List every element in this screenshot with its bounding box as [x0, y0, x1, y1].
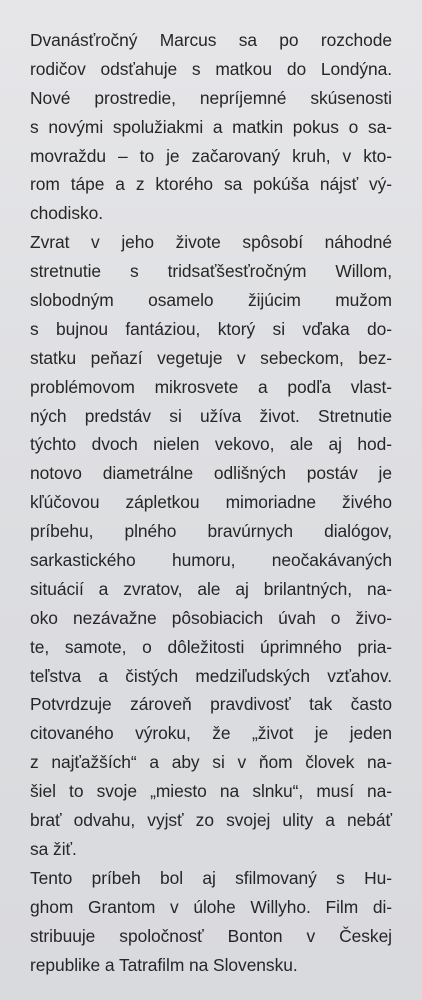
text-line: stretnutie s tridsaťšesťročným Willom,: [30, 261, 392, 282]
text-line: slobodným osamelo žijúcim mužom: [30, 290, 392, 311]
text-line: s novými spolužiakmi a matkin pokus o sa-: [30, 116, 392, 137]
text-line: rom tápe a z ktorého sa pokúša nájsť vý-: [30, 174, 392, 195]
text-line: statku peňazí vegetuje v sebeckom, bez-: [30, 347, 392, 368]
text-line: citovaného výroku, že „život je jeden: [30, 723, 392, 744]
text-line: kľúčovou zápletkou mimoriadne živého: [30, 492, 392, 513]
text-line: Zvrat v jeho živote spôsobí náhodné: [30, 232, 392, 253]
text-line: situácií a zvratov, ale aj brilantných, na-: [30, 578, 392, 599]
text-line: teľstva a čistých medziľudských vzťahov.: [30, 665, 392, 686]
paragraph-plot: [30, 228, 392, 864]
text-line: movraždu – to je začarovaný kruh, v kto-: [30, 145, 392, 166]
text-line: Potvrdzuje zároveň pravdivosť tak často: [30, 694, 392, 715]
text-line: brať odvahu, vyjsť zo svojej ulity a nebáť: [30, 810, 392, 831]
text-line: príbehu, plného bravúrnych dialógov,: [30, 521, 392, 542]
text-line: te, samote, o dôležitosti úprimného pria-: [30, 636, 392, 657]
text-line: notovo diametrálne odlišných postáv je: [30, 463, 392, 484]
text-line: chodisko.: [30, 203, 104, 224]
text-line: sa žiť.: [30, 838, 77, 859]
paragraph-synopsis: [30, 26, 392, 228]
text-line: s bujnou fantáziou, ktorý si vďaka do-: [30, 318, 392, 339]
text-line: republike a Tatrafilm na Slovensku.: [30, 954, 298, 975]
book-blurb-text: [30, 26, 392, 979]
text-line: Nové prostredie, nepríjemné skúsenosti: [30, 87, 392, 108]
paragraph-film-note: [30, 864, 392, 980]
text-line: ných predstáv si užíva život. Stretnutie: [30, 405, 392, 426]
text-line: Tento príbeh bol aj sfilmovaný s Hu-: [30, 867, 392, 888]
text-line: týchto dvoch nielen vekovo, ale aj hod-: [30, 434, 392, 455]
text-line: problémovom mikrosvete a podľa vlast-: [30, 376, 392, 397]
text-line: oko nezávažne pôsobiacich úvah o živo-: [30, 607, 392, 628]
text-line: z najťažších“ a aby si v ňom človek na-: [30, 752, 392, 773]
text-line: Dvanásťročný Marcus sa po rozchode: [30, 30, 392, 50]
text-line: sarkastického humoru, neočakávaných: [30, 550, 392, 571]
text-line: šiel to svoje „miesto na slnku“, musí na-: [30, 781, 392, 802]
text-line: rodičov odsťahuje s matkou do Londýna.: [30, 58, 392, 79]
text-line: ghom Grantom v úlohe Willyho. Film di-: [30, 896, 392, 917]
text-line: stribuuje spoločnosť Bonton v Českej: [30, 925, 392, 946]
